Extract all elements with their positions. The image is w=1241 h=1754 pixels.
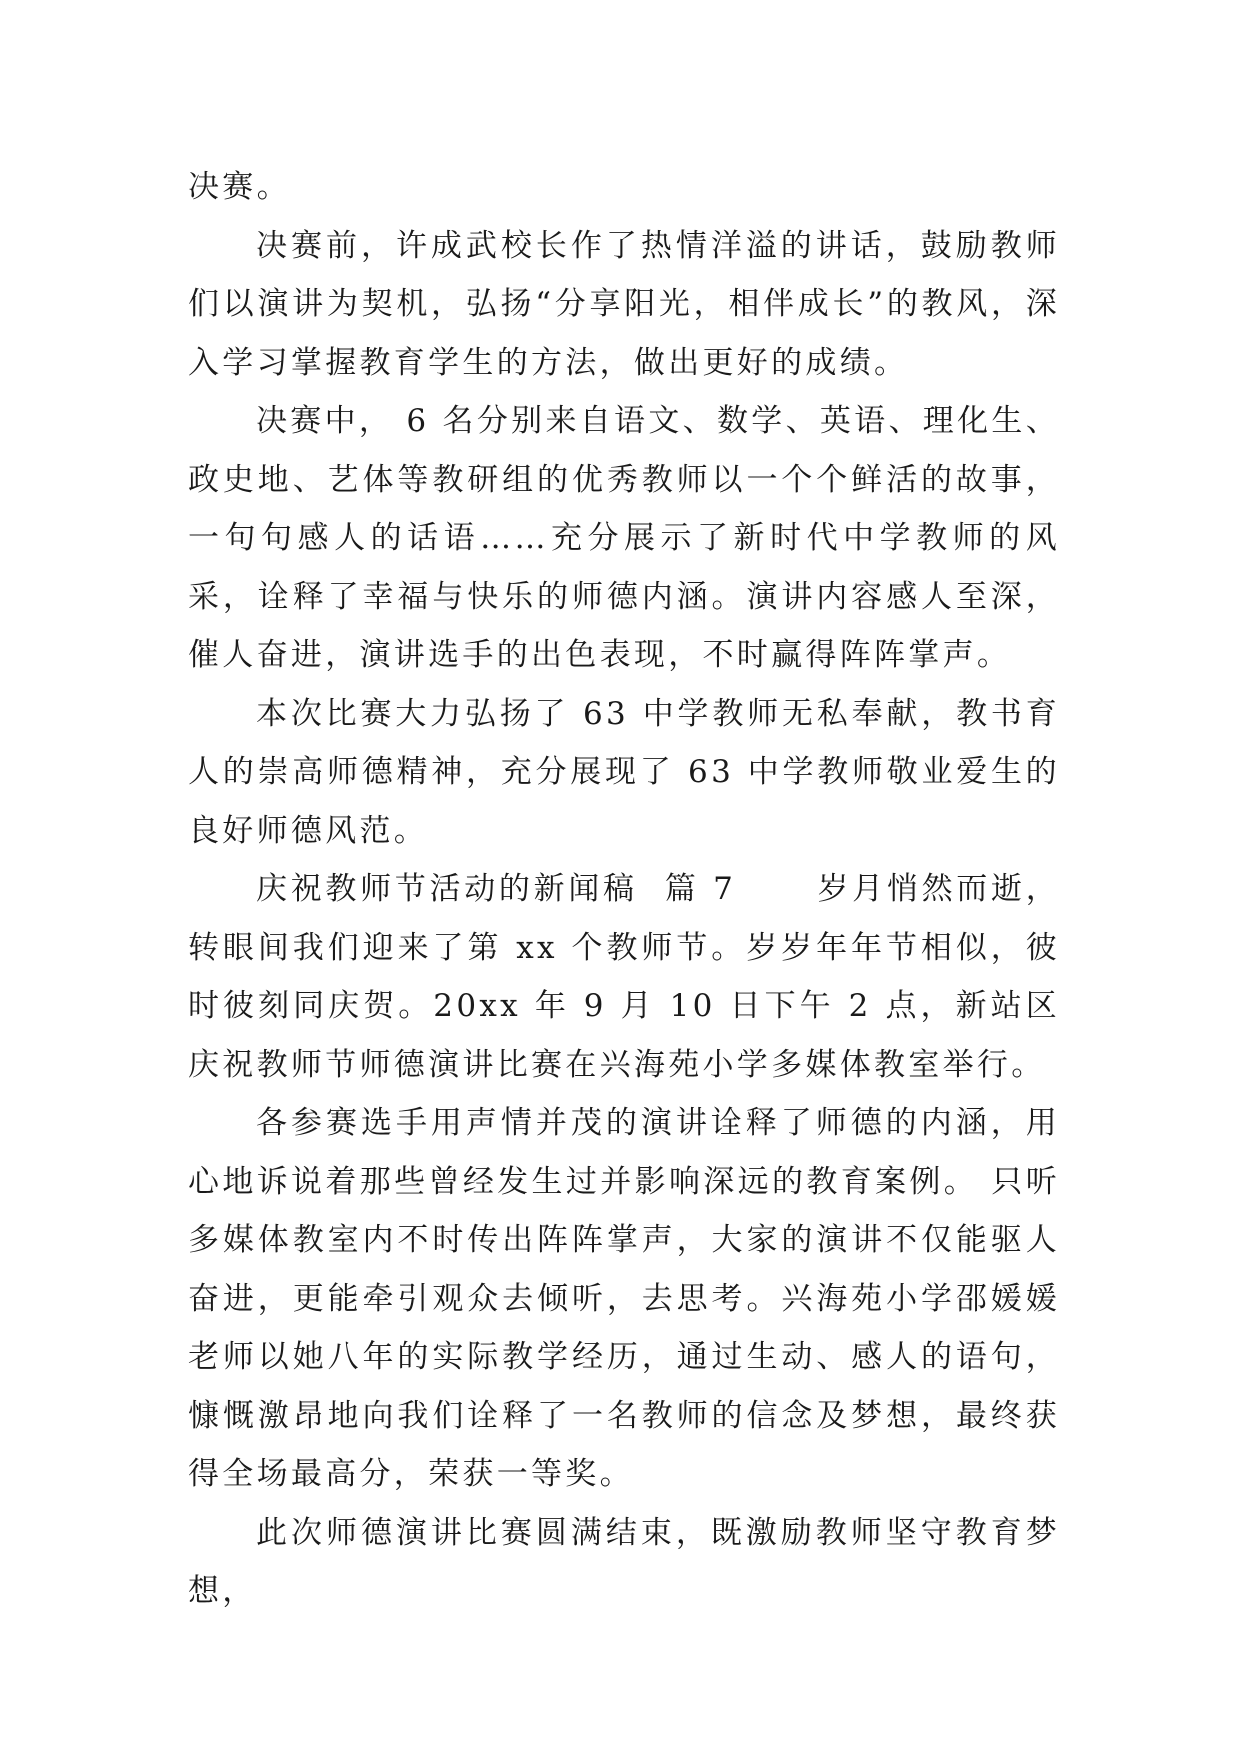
paragraph-1: 决赛。 (188, 169, 291, 205)
paragraph-2: 决赛前，许成武校长作了热情洋溢的讲话，鼓励教师们以演讲为契机，弘扬“分享阳光，相伴成长”的教风，深入学习掌握教育学生的方法，做出更好的成绩。 (188, 227, 1060, 381)
paragraph-3: 决赛中， 6 名分别来自语文、数学、英语、理化生、政史地、艺体等教研组的优秀教师以一个个鲜活的故事，一句句感人的话语……充分展示了新时代中学教师的风采，诠释了幸福与快乐的师德内涵。演讲内容感人至深，催人奋进，演讲选手的出色表现，不时赢得阵阵掌声。 (188, 403, 1060, 673)
paragraph-7: 此次师德演讲比赛圆满结束，既激励教师坚守教育梦想， (188, 1514, 1060, 1609)
paragraph-5: 庆祝教师节活动的新闻稿 篇 7 岁月悄然而逝，转眼间我们迎来了第 xx 个教师节。岁岁年年节相似，彼时彼刻同庆贺。20xx 年 9 月 10 日下午 2 点，新站区庆祝教师节师德演讲比赛在兴海苑小学多媒体教室举行。 (188, 871, 1060, 1083)
paragraph-6: 各参赛选手用声情并茂的演讲诠释了师德的内涵，用心地诉说着那些曾经发生过并影响深远的教育案例。 只听多媒体教室内不时传出阵阵掌声，大家的演讲不仅能驱人奋进，更能牵引观众去倾听，去思考。兴海苑小学邵媛媛老师以她八年的实际教学经历，通过生动、感人的语句，慷慨激昂地向我们诠释了一名教师的信念及梦想，最终获得全场最高分，荣获一等奖。 (188, 1105, 1060, 1492)
paragraph-4: 本次比赛大力弘扬了 63 中学教师无私奉献，教书育人的崇高师德精神，充分展现了 63 中学教师敬业爱生的良好师德风范。 (188, 695, 1060, 849)
document-body (188, 158, 1060, 1621)
